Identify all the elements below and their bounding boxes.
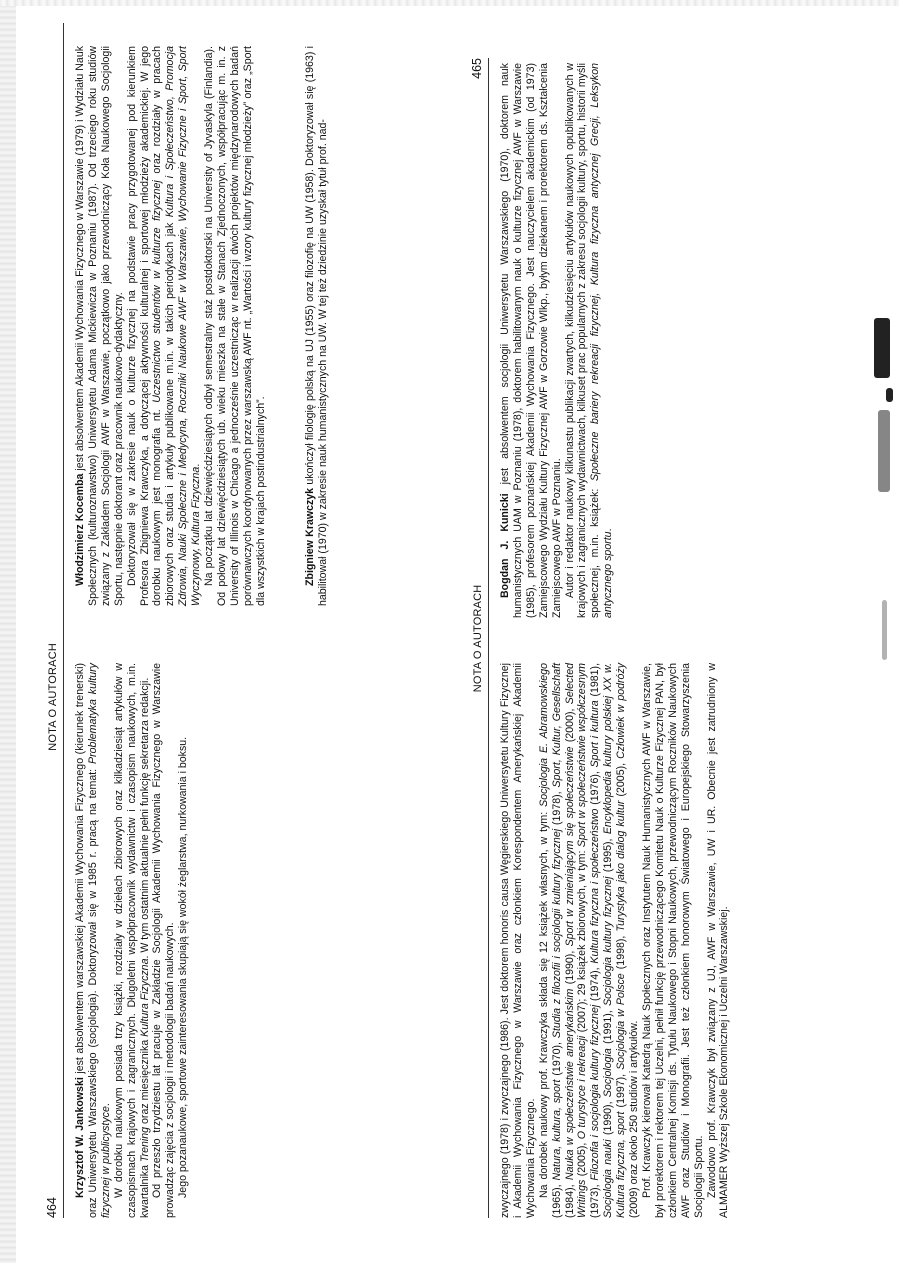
scan-edge-top [0,0,899,6]
paragraph: Zawodowo prof. Krawczyk był związany z UJ, AWF w Warszawie, UW i UR. Obecnie jest zatrudniony w ALMAMER Wyższej Szkole Ekonomicznej i Uczelni Warszawskiej. [705,663,731,1218]
paragraph [564,63,616,618]
text: jest absolwentem socjologii Uniwersytetu Warszawskiego (1970), doktorem nauk humanistycznych UAM w Poznaniu (1978), doktorem habilitowanym nauk o kulturze fizycznej AWF w Warszawie (1985), profesorem poznańskiej Akademii Wychowania Fizycznego. Jest nauczycielem akademickim (od 1973) Zamiejscowego Wydziału Kultury Fizycznej AWF w Gorzowie Wlkp., byłym dziekanem i prorektorem ds. Kształcenia Zamiejscowego AWF w Poznaniu. [499,63,563,618]
title: Sport w zmieniającym się społeczeństwie [563,746,576,947]
left-page [45,23,445,1218]
text: jest absolwentem Akademii Wychowania Fizycznego w Warszawie (1979) i Wydziału Nauk Społecznych (kulturoznawstwo) Uniwersytetu Adama Mickiewicza w Poznaniu (1987). Od trzeciego roku studiów związany z Zakładem Socjologii AWF w Warszawie, początkowo jako przewodniczący Koła Naukowego Socjologii Sportu, następnie doktorant oraz pracownik naukowo-dydaktyczny. [74,45,125,606]
text: oraz miesięcznika [138,1036,151,1127]
title: Sport w społeczeństwie współczesnym [576,662,589,848]
author-name: Włodzimierz Kocemba [74,473,86,586]
text: (1978), [550,787,563,829]
text: (1974), [589,963,602,1005]
paragraph [538,663,641,1218]
title: Socjologia kultury fizycznej [602,876,615,1006]
paragraph [126,46,203,606]
paragraph [113,663,152,1218]
bio-krawczyk-continued [499,663,731,1218]
title: Sport i kultura [589,700,602,768]
running-head [45,23,64,1218]
text: . [190,463,203,467]
paragraph [499,63,564,618]
text: (2005), [615,758,628,801]
title: Kultura i Społeczeństwo, Promocja Zdrowia, Nauki Społeczne i Medycyna, Roczniki Naukowe AWF w Warszawie, Wychowanie Fizyczne i Sport, Sport Wyczynowy, Kultura Fizyczna [164,46,203,606]
text: ukończył filologię polską na UJ (1955) oraz filozofię na UW (1958). Doktoryzował się (1963) i habilitował (1970) w zakresie nauk humanistycznych na UW. W tej też dziedzinie uzyskał tytuł prof. nad- [303,46,329,606]
paragraph: Jego pozanaukowe, sportowe zainteresowania skupiają się wokół żeglarstwa, nurkowania i boksu. [177,736,190,1198]
title: Selected Writings [563,662,589,1218]
title: Turystyka jako dialog kultur [615,800,628,932]
column-left [499,663,731,1218]
text: (1976), [589,767,602,809]
paragraph: Od przeszło trzydziestu lat pracuje w Zakładzie Socjologii Akademii Wychowania Fizycznego w Warszawie prowadząc zajęcia z socjologii i metodologii badań naukowych. [151,663,177,1218]
bio-kunicki [499,63,615,618]
paragraph [74,46,126,606]
right-page [470,58,790,1218]
binding-mark [878,410,890,492]
title: Natura, kultura, sport [550,1079,563,1181]
title: Nauka w społeczeństwie amerykańskim [563,988,576,1181]
title: Trening [138,1126,151,1163]
text: (1970), [550,1038,563,1080]
bio-kocemba [74,46,268,606]
column-right [499,63,615,618]
scan-edge-left [0,0,16,1263]
title: Kultura fizyczna i społeczeństwo [589,808,602,964]
text: (1998), [615,931,628,974]
text: . W tym ostatnim aktualnie pełni funkcję sekretarza redakcji. [138,677,151,959]
binding-mark [882,600,887,660]
text: jest absolwentem warszawskiej Akademii Wychowania Fizycznego (kierunek trenerski) oraz Uniwersytetu Warszawskiego (socjologia). Doktoryzował się w 1985 r. pracą na temat: [74,663,99,1218]
text: (1981), [589,662,602,701]
text: W dorobku naukowym posiada trzy książki, rozdziały w dziełach zbiorowych oraz kilkadziesiąt artykułów w czasopismach krajowych i zagranicznych. Długoletni współpracownik wydawnictw i czasopism naukowych, m.in. kwartalnika [112,663,151,1218]
title: Człowiek w podróży [615,662,628,759]
author-name: Bogdan J. Kunicki [499,493,511,598]
paragraph [74,663,113,1218]
running-head-title: NOTA O AUTORACH [472,584,484,693]
text: (1965), [550,1180,563,1218]
text: (1990), [602,1097,615,1140]
text: (1997), [615,1069,628,1112]
text: . [99,1103,112,1107]
paragraph [304,46,330,606]
running-head-title: NOTA O AUTORACH [47,643,59,751]
text: Doktoryzował się w zakresie nauk o kulturze fizycznej na podstawie pracy przygotowanej pod kierunkiem Profesora Zbigniewa Krawczyka, a dotyczącej aktywności kulturalnej i sportowej młodzieży akademickiej. W jego dorobku naukowym jest monografia nt. [125,46,164,606]
text: (1984), [563,1180,576,1218]
title: Socjologia [602,1048,615,1098]
binding-mark [874,318,890,378]
paragraph: Na początku lat dziewięćdziesiątych odbył semestralny staż postdoktorski na University of Jyvaskyla (Finlandia). Od połowy lat dziewięćdziesiątych ub. wieku mieszka na stałe w Stanach Zjednoczonych, współpracując m. in. z University of Illinois w Chicago a jednocześnie uczestnicząc w realizacji dwóch projektów międzynarodowych badań porównawczych koordynowanych przez warszawską AWF nt. „Wartości i wzory kultury fizycznej młodzieży” oraz „Sport dla wszystkich w krajach postindustrialnych”. [203,46,267,606]
page-number: 464 [45,1197,59,1218]
page-number: 465 [470,58,484,79]
text: (2005), [576,1139,589,1180]
binding-mark [886,388,893,402]
title: O turystyce i rekreacji [576,1035,589,1140]
title: Encyklopedia kultury polskiej XX w. Kultura fizyczna, sport [602,662,628,1218]
title: Filozofia i socjologia kultury fizycznej [589,1004,602,1181]
text: Na dorobek naukowy prof. Krawczyka składa się 12 książek własnych, w tym: [537,806,550,1198]
text: (2009) oraz około 250 studiów i artykułów. [628,1020,641,1218]
column-left [74,663,190,1218]
text: (1973), [589,1180,602,1218]
running-head [470,58,489,1218]
text: . [602,528,615,532]
title: Społeczne bariery rekreacji fizycznej, Kultura fizyczna antycznej Grecji, Leksykon antycznego sportu [589,63,615,618]
title: Socjologia nauki [602,1139,615,1218]
text: (1995), [602,834,615,877]
paragraph: zwyczajnego (1978) i zwyczajnego (1986). Jest doktorem honoris causa Węgierskiego Uniwersytetu Kultury Fizycznej i Akademii Wychowania Fizycznego w Warszawie oraz członkiem Korespondentem Amerykańskiej Akademii Wychowania Fizycznego. [499,663,537,1218]
paragraph: Prof. Krawczyk kierował Katedrą Nauk Społecznych oraz Instytutem Nauk Humanistycznych AWF w Warszawie, był prorektorem i rektorem tej Uczelni, pełnił funkcję przewodniczącego Komitetu Nauk o Kulturze Fizycznej PAN, był członkiem Centralnej Komisji ds. Tytułu Naukowego i Stopni Naukowych, przewodniczącym Roczników Naukowych AWF oraz Studiów i Monografii. Jest też członkiem honorowym Światowego i Europejskiego Stowarzyszenia Socjologii Sportu. [640,663,705,1218]
title: Studia z filozofii i socjologii kultury fizycznej [550,828,563,1039]
text: Autor i redaktor naukowy kilkunastu publikacji zwartych, kilkudziesięciu artykułów naukowych opublikowanych w krajowych i zagranicznych wydawnictwach, kilkuset prac popularnych z zakresu socjologii kultury, sportu, historii myśli społecznej, m.in. książek: [563,63,602,618]
title: Uczestnictwo studentów w kulturze fizycznej [151,180,164,403]
bio-krawczyk-start [304,46,330,606]
text: (1991), [602,1005,615,1049]
text: (2007); 29 książek zbiorowych, w tym: [576,847,589,1036]
title: Socjologia E. Abramowskiego [537,663,550,807]
bio-jankowski [74,663,190,1218]
title: Socjologia w Polsce [615,973,628,1070]
title: Kultura Fizyczna [138,958,151,1037]
column-right [74,46,329,606]
author-name: Krzysztof W. Jankowski [74,1077,86,1198]
title: Sport, Kultur, Gesellschaft [550,662,563,788]
text: (1990), [563,946,576,989]
text: oraz rozdziały w pracach zbiorowych oraz studia i artykuły publikowane m.in. w takich periodykach jak [151,45,177,606]
author-name: Zbigniew Krawczyk [303,487,316,586]
text: (2000), [563,704,576,747]
title: Problematyka kultury fizycznej w publicystyce [86,663,112,1218]
